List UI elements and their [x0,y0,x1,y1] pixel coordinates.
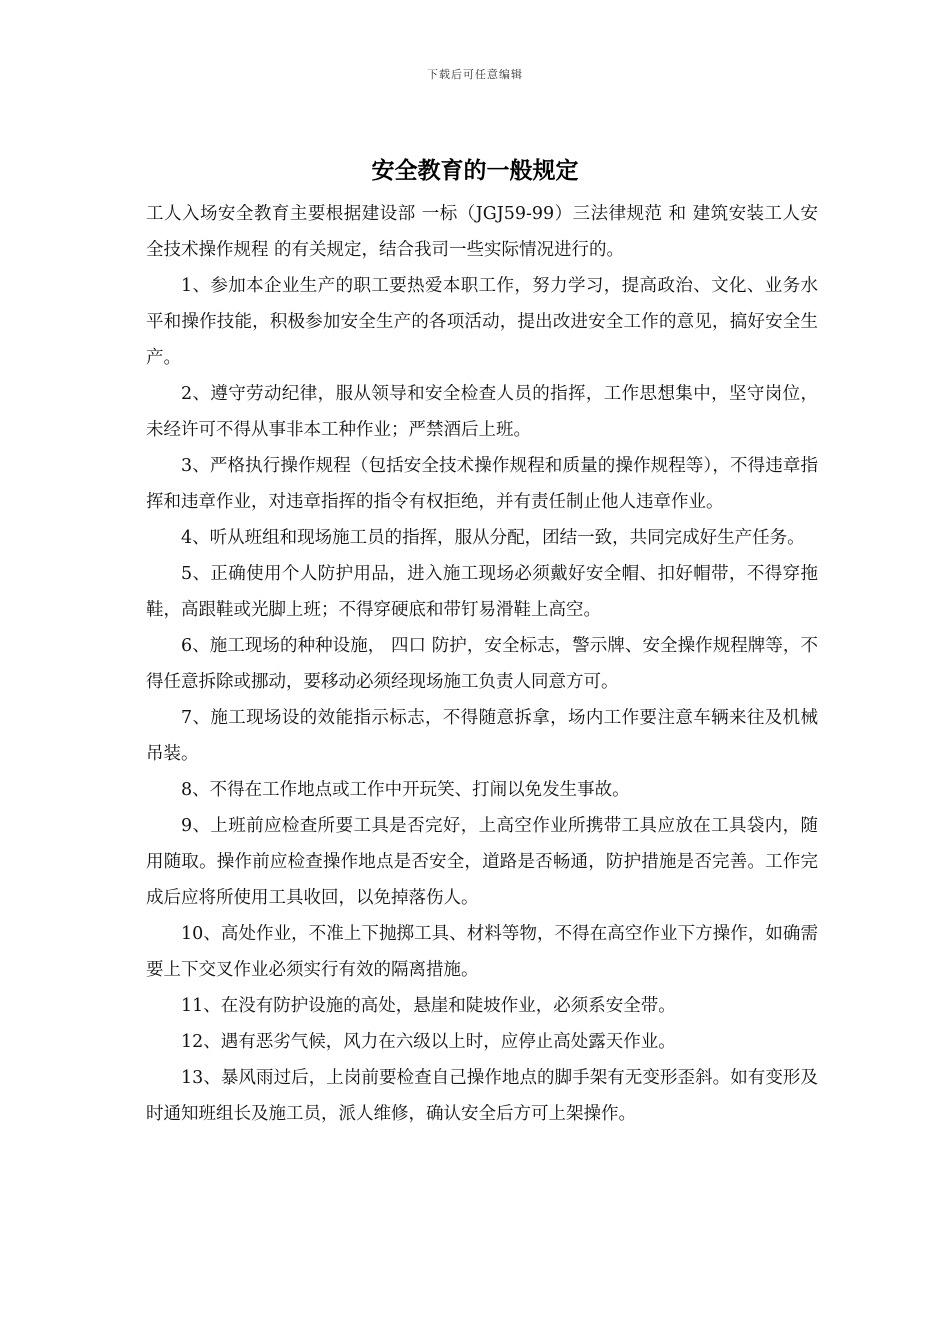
rule-paragraph-11: 11、在没有防护设施的高处，悬崖和陡坡作业，必须系安全带。 [181,996,676,1016]
rule-paragraph-4: 4、听从班组和现场施工员的指挥，服从分配，团结一致，共同完成好生产任务。 [181,528,805,548]
rule-paragraph-2: 2、遵守劳动纪律，服从领导和安全检查人员的指挥，工作思想集中，坚守岗位，未经许可不得从事非本工种作业；严禁酒后上班。 [146,384,818,440]
rule-paragraph-10: 10、高处作业，不准上下抛掷工具、材料等物，不得在高空作业下方操作，如确需要上下交叉作业必须实行有效的隔离措施。 [146,924,818,980]
header-note: 下载后可任意编辑 [427,68,523,81]
rule-paragraph-12: 12、遇有恶劣气候，风力在六级以上时，应停止高处露天作业。 [181,1032,676,1052]
rule-paragraph-5: 5、正确使用个人防护用品，进入施工现场必须戴好安全帽、扣好帽带，不得穿拖鞋，高跟鞋或光脚上班；不得穿硬底和带钉易滑鞋上高空。 [146,564,818,620]
rule-paragraph-6: 6、施工现场的种种设施， 四口 防护，安全标志，警示牌、安全操作规程牌等，不得任意拆除或挪动，要移动必须经现场施工负责人同意方可。 [146,636,818,692]
intro-paragraph: 工人入场安全教育主要根据建设部 一标（JGJ59-99）三法律规范 和 建筑安装工人安全技术操作规程 的有关规定，结合我司一些实际情况进行的。 [146,204,818,260]
document-body [146,196,818,1132]
page-title: 安全教育的一般规定 [371,158,579,184]
rule-paragraph-1: 1、参加本企业生产的职工要热爱本职工作，努力学习，提高政治、文化、业务水平和操作技能，积极参加安全生产的各项活动，提出改进安全工作的意见，搞好安全生产。 [146,276,818,368]
rule-paragraph-9: 9、上班前应检查所要工具是否完好，上高空作业所携带工具应放在工具袋内，随用随取。操作前应检查操作地点是否安全，道路是否畅通，防护措施是否完善。工作完成后应将所使用工具收回，以免掉落伤人。 [146,816,818,908]
rule-paragraph-13: 13、暴风雨过后，上岗前要检查自己操作地点的脚手架有无变形歪斜。如有变形及时通知班组长及施工员，派人维修，确认安全后方可上架操作。 [146,1068,818,1124]
rule-paragraph-8: 8、不得在工作地点或工作中开玩笑、打闹以免发生事故。 [181,780,630,800]
rule-paragraph-3: 3、严格执行操作规程（包括安全技术操作规程和质量的操作规程等），不得违章指挥和违章作业，对违章指挥的指令有权拒绝，并有责任制止他人违章作业。 [146,456,818,512]
rule-paragraph-7: 7、施工现场设的效能指示标志，不得随意拆拿，场内工作要注意车辆来往及机械吊装。 [146,708,818,764]
